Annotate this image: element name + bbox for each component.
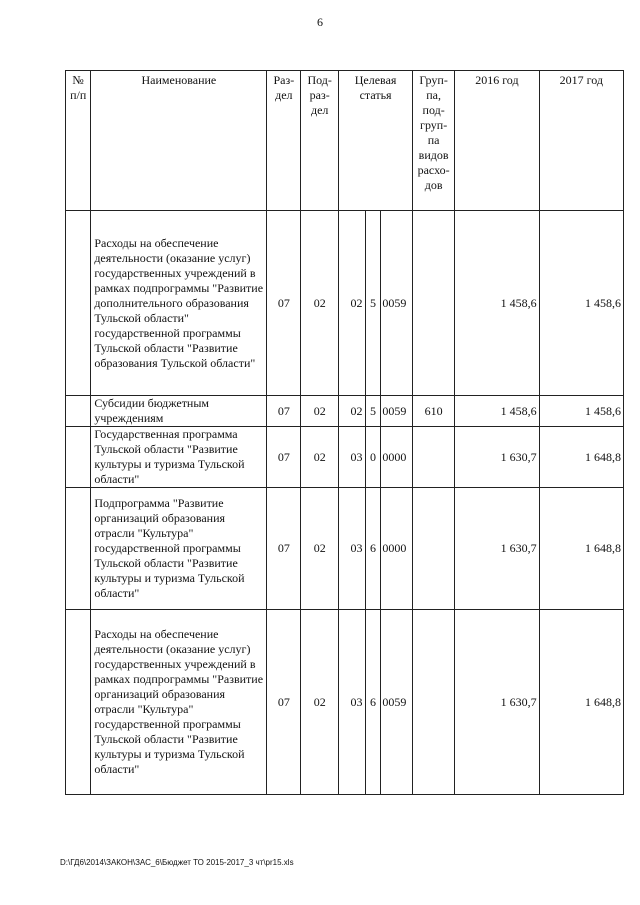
row-2016: 1 630,7 [455,610,539,795]
row-target-subprogram: 6 [365,488,381,610]
header-razdel: Раз-дел [267,71,301,211]
row-2017: 1 648,8 [539,488,623,610]
row-group: 610 [413,396,455,427]
row-2017: 1 648,8 [539,610,623,795]
row-group [413,427,455,488]
row-num [66,396,91,427]
row-2016: 1 458,6 [455,211,539,396]
header-podrazdel: Под-раз-дел [301,71,339,211]
row-name: Государственная программа Тульской области "Развитие культуры и туризма Тульской области" [91,427,267,488]
row-name: Подпрограмма "Развитие организаций образования отрасли "Культура" государственной программы Тульской области "Развитие культуры и туризма Тульской области" [91,488,267,610]
row-group [413,488,455,610]
row-name: Субсидии бюджетным учреждениям [91,396,267,427]
row-target-program: 02 [339,211,365,396]
table-row [66,610,624,795]
row-target-subprogram: 5 [365,396,381,427]
table-row [66,211,624,396]
row-razdel: 07 [267,396,301,427]
header-2016: 2016 год [455,71,539,211]
row-target-program: 03 [339,488,365,610]
row-target-program: 03 [339,610,365,795]
row-name: Расходы на обеспечение деятельности (оказание услуг) государственных учреждений в рамках подпрограммы "Развитие дополнительного образования Тульской области" государственной программы Тульской области "Развитие образования Тульской области" [91,211,267,396]
row-razdel: 07 [267,488,301,610]
row-num [66,610,91,795]
row-num [66,488,91,610]
row-name: Расходы на обеспечение деятельности (оказание услуг) государственных учреждений в рамках подпрограммы "Развитие организаций образования отрасли "Культура" государственной программы Тульской области "Развитие культуры и туризма Тульской области" [91,610,267,795]
budget-table [65,70,624,795]
header-group: Груп-па, под-груп-па видов расхо-дов [413,71,455,211]
row-podrazdel: 02 [301,488,339,610]
row-2016: 1 630,7 [455,427,539,488]
row-target-direction: 0000 [381,488,413,610]
row-podrazdel: 02 [301,211,339,396]
row-razdel: 07 [267,427,301,488]
row-2017: 1 648,8 [539,427,623,488]
row-num [66,211,91,396]
row-target-direction: 0059 [381,396,413,427]
page-number: 6 [317,15,323,29]
row-group [413,610,455,795]
header-row [66,71,624,211]
row-target-direction: 0059 [381,211,413,396]
row-target-subprogram: 5 [365,211,381,396]
row-podrazdel: 02 [301,610,339,795]
row-razdel: 07 [267,211,301,396]
row-2016: 1 458,6 [455,396,539,427]
row-2016: 1 630,7 [455,488,539,610]
table-row [66,396,624,427]
header-num: № п/п [66,71,91,211]
table-row [66,488,624,610]
table-row [66,427,624,488]
row-podrazdel: 02 [301,396,339,427]
row-target-subprogram: 0 [365,427,381,488]
row-target-program: 02 [339,396,365,427]
row-2017: 1 458,6 [539,396,623,427]
row-2017: 1 458,6 [539,211,623,396]
row-group [413,211,455,396]
header-name: Наименование [91,71,267,211]
row-target-program: 03 [339,427,365,488]
row-podrazdel: 02 [301,427,339,488]
row-target-subprogram: 6 [365,610,381,795]
row-target-direction: 0059 [381,610,413,795]
header-target: Целевая статья [339,71,413,211]
header-2017: 2017 год [539,71,623,211]
row-num [66,427,91,488]
file-path-footer: D:\ГД6\2014\ЗАКОН\ЗАС_6\Бюджет ТО 2015-2017_3 чт\pr15.xls [60,858,294,867]
row-target-direction: 0000 [381,427,413,488]
row-razdel: 07 [267,610,301,795]
